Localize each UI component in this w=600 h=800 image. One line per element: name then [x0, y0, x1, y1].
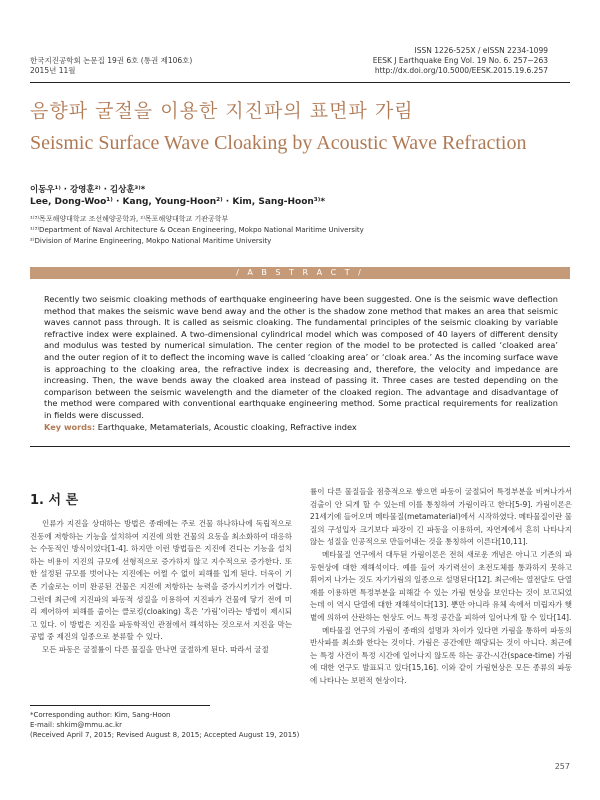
abstract-header-bar	[30, 267, 570, 279]
title-english: Seismic Surface Wave Cloaking by Acoustic Wave Refraction	[30, 132, 527, 154]
issue-date-ko: 2015년 11월	[30, 66, 76, 75]
abstract-text: Recently two seismic cloaking methods of earthquake engineering have been suggested. One is the seismic wave deflection method that makes the seismic wave bend away and the other is the shadow zone method that makes an area that seismic waves cannot pass through. It is called as seismic cloaking. The fundamental principles of the seismic cloaking by variable refractive index were explained. A two-dimensional cylindrical model which was composed of 40 layers of different density and modulus was tested by numerical simulation. The center region of the model to be protected is called ‘cloaked area’ and the outer region of it to deflect the incoming wave is called ‘cloaking area’ or ‘cloak area.’ As the incoming surface wave is approaching to the cloaking area, the refractive index is decreasing and, therefore, the velocity and impedance are increasing. Then, the wave bends away the cloaked area instead of passing it. Three cases are tested depending on the comparison between the seismic wavelength and the diameter of the cloaked region. The advantage and disadvantage of the method were compared with conventional earthquake engineering method. Some practical requirements for realization in fields were discussed.	[44, 294, 558, 420]
body-column-right	[310, 486, 572, 688]
header-divider	[30, 82, 570, 83]
issn: ISSN 1226-525X / eISSN 2234-1099	[414, 46, 548, 55]
body-column-left	[30, 518, 292, 657]
journal-info-ko	[30, 56, 192, 76]
keywords	[44, 422, 357, 432]
received-dates: (Received April 7, 2015; Revised August 8, 2015; Accepted August 19, 2015)	[30, 731, 300, 739]
doi-link[interactable]: http://dx.doi.org/10.5000/EESK.2015.19.6.257	[374, 66, 548, 75]
footnote	[30, 710, 299, 740]
affiliation-line: ¹⁾³⁾목포해양대학교 조선해양공학과, ²⁾목포해양대학교 기관공학부	[30, 215, 229, 223]
affiliations	[30, 214, 364, 247]
affiliation-line: ²⁾Division of Marine Engineering, Mokpo National Maritime University	[30, 237, 272, 245]
body-paragraph: 모든 파동은 굴절률이 다른 물질을 만나면 굴절하게 된다. 따라서 굴절	[42, 644, 269, 654]
journal-name-ko: 한국지진공학회 논문집 19권 6호 (통권 제106호)	[30, 56, 193, 65]
footnote-divider	[30, 705, 210, 706]
keywords-list: Earthquake, Metamaterials, Acoustic cloaking, Refractive index	[97, 422, 357, 432]
corresponding-author: *Corresponding author: Kim, Sang-Hoon	[30, 711, 171, 719]
title-korean: 음향파 굴절을 이용한 지진파의 표면파 가림	[30, 100, 414, 122]
page-number: 257	[554, 762, 570, 771]
abstract-divider	[30, 446, 570, 447]
author-email[interactable]: E-mail: shkim@mmu.ac.kr	[30, 721, 123, 729]
section-heading: 1. 서 론	[30, 493, 79, 508]
journal-info-en	[373, 46, 548, 76]
body-paragraph: 률이 다른 물질들을 점층적으로 쌓으면 파동이 굴절되어 특정부분을 비켜나가서 검출이 안 되게 할 수 있는데 이를 통칭하여 가림이라고 한다[5-9]. 가림이론은 21세기에 들어오며 메타물질(metamaterial)에서 시작하였다. 메타물질이란 물질의 구성입자 크기보다 파장이 긴 파동을 이용하여, 자연계에서 흔히 나타나지 않는 성질을 인공적으로 만들어내는 것을 통칭하여 이른다[10,11].	[310, 487, 572, 547]
keywords-label: Key words:	[44, 422, 96, 432]
affiliation-line: ¹⁾³⁾Department of Naval Architecture & Ocean Engineering, Mokpo National Maritime University	[30, 226, 364, 234]
journal-name-en: EESK J Earthquake Eng Vol. 19 No. 6. 257~263	[372, 56, 548, 65]
body-paragraph: 인류가 지진을 상대하는 방법은 종래에는 주로 건물 하나하나에 독립적으로 진동에 저항하는 기능을 설치하여 지진에 의한 건물의 요동을 최소화하여 대응하는 수동적인 방식이었다[1-4]. 하지만 이런 방법들은 지진에 견디는 기능을 설치하는 비용이 지진의 규모에 선형적으로 증가하지 않고 지수적으로 증가한다. 또한 설정된 규모를 벗어나는 지진에는 어쩔 수 없이 피해를 입게 된다. 더욱이 기존 기술로는 이미 완공된 건물은 지진에 저항하는 능력을 증가시키기가 어렵다. 그런데 최근에 지진파의 파동적 성질을 이용하여 지진파가 건물에 닿기 전에 미리 제어하여 피해를 줄이는 클로킹(cloaking) 혹은 ‘가림’이라는 방법이 제시되고 있다. 이 방법은 지진을 파동학적인 관점에서 해석하는 것으로서 지진을 막는 공법 중 제진의 일종으로 분류할 수 있다.	[30, 519, 292, 642]
authors-english: Lee, Dong-Woo¹⁾ · Kang, Young-Hoon²⁾ · Kim, Sang-Hoon³⁾*	[30, 197, 326, 207]
body-paragraph: 메타물질 연구에서 대두된 가림이론은 전혀 새로운 개념은 아니고 기존의 파동현상에 대한 재해석이다. 예를 들어 자기력선이 초전도체를 통과하지 못하고 휘어져 나가는 것도 자기가림의 일종으로 설명된다[12]. 최근에는 열전달도 단열재를 이용하면 특정부분을 피해갈 수 있는 가림 현상을 보인다는 것이 보고되었는데 이 역시 단열에 대한 재해석이다[13]. 뿐만 아니라 유체 속에서 미립자가 햇볕에 의하여 산란하는 현상도 어느 특정 공간을 피하여 일어나게 할 수 있다[14].	[310, 549, 572, 622]
abstract-label: / A B S T R A C T /	[236, 268, 364, 277]
body-paragraph: 메타물질 연구의 가림이 종래의 설명과 차이가 있다면 가림을 통하여 파동의 반사파를 최소화 한다는 것이다. 가림은 공간에만 해당되는 것이 아니다. 최근에는 특정 사건이 특정 시간에 일어나지 않도록 하는 공간-시간(space-time) 가림에 대한 연구도 발표되고 있다[15,16]. 이와 같이 가림현상은 모든 종류의 파동에 나타나는 보편적 현상이다.	[310, 625, 572, 685]
authors-korean: 이동우¹⁾ · 강영훈²⁾ · 김상훈³⁾*	[30, 185, 146, 195]
